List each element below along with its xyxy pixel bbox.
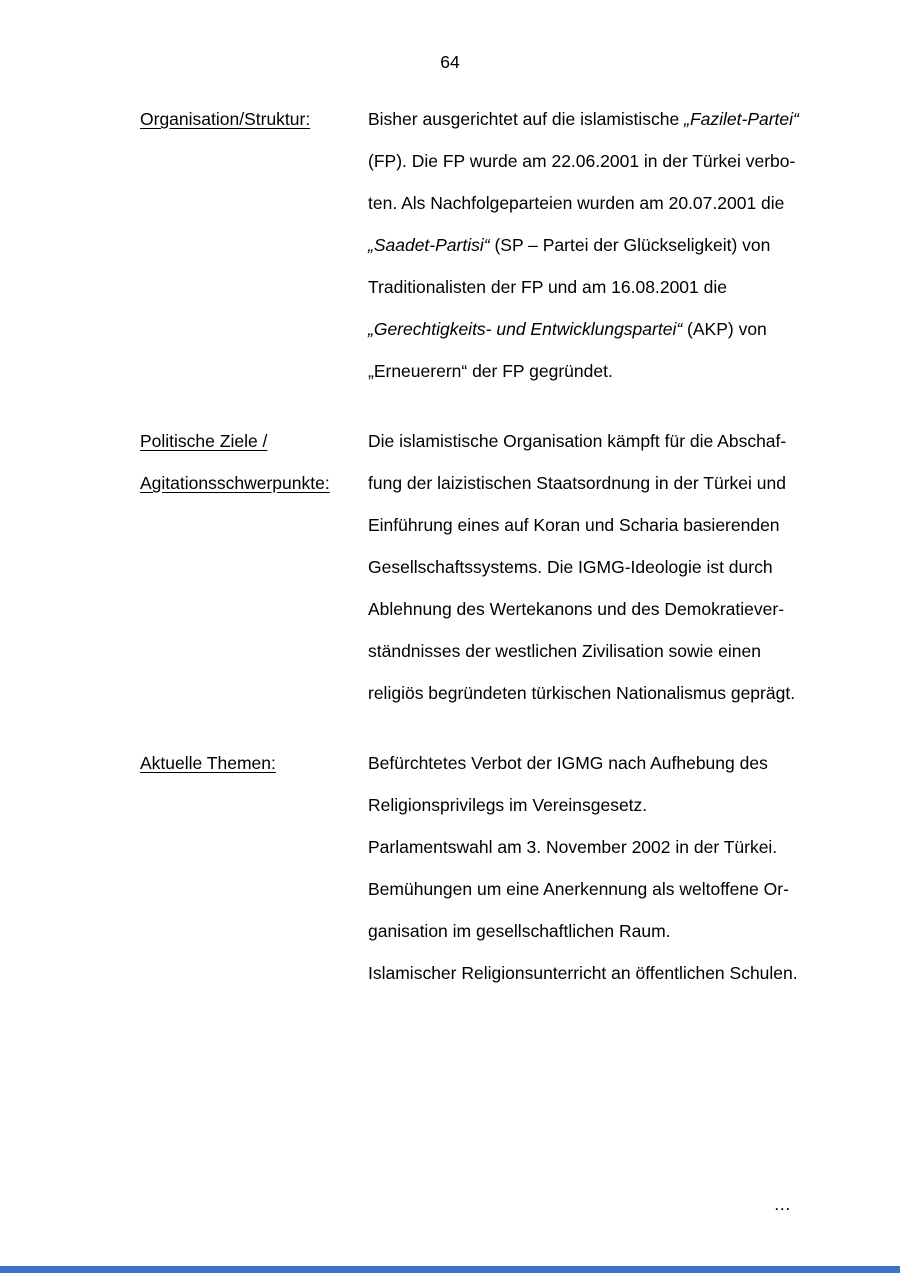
body-line: Religionsprivilegs im Vereinsgesetz. (368, 795, 648, 815)
body-line: (FP). Die FP wurde am 22.06.2001 in der Türkei verbo- (368, 151, 796, 171)
section-body (368, 420, 840, 714)
body-line: Islamischer Religionsunterricht an öffentlichen Schulen. (368, 963, 798, 983)
body-line: ten. Als Nachfolgeparteien wurden am 20.07.2001 die (368, 193, 785, 213)
section-label (140, 742, 368, 994)
body-line: Bisher ausgerichtet auf die islamistische „Fazilet-Partei“ (368, 109, 799, 129)
body-line: Traditionalisten der FP und am 16.08.2001 die (368, 277, 727, 297)
section-2 (140, 742, 840, 994)
section-label (140, 98, 368, 392)
section-label (140, 420, 368, 714)
body-line: Einführung eines auf Koran und Scharia basierenden (368, 515, 780, 535)
label-line: Agitationsschwerpunkte: (140, 473, 330, 493)
body-line: „Gerechtigkeits- und Entwicklungspartei“ (AKP) von (368, 319, 767, 339)
body-line: Gesellschaftssystems. Die IGMG-Ideologie ist durch (368, 557, 773, 577)
body-line: Befürchtetes Verbot der IGMG nach Aufhebung des (368, 753, 768, 773)
body-line: Ablehnung des Wertekanons und des Demokratiever- (368, 599, 785, 619)
body-line: Die islamistische Organisation kämpft für die Abschaf- (368, 431, 787, 451)
continuation-ellipsis: … (773, 1194, 792, 1214)
body-line: Parlamentswahl am 3. November 2002 in der Türkei. (368, 837, 778, 857)
section-0 (140, 98, 840, 392)
body-line: „Saadet-Partisi“ (SP – Partei der Glückseligkeit) von (368, 235, 771, 255)
section-1 (140, 420, 840, 714)
bottom-bar (0, 1266, 900, 1273)
section-body (368, 98, 840, 392)
label-line: Politische Ziele / (140, 431, 268, 451)
page-number: 64 (440, 52, 460, 72)
body-line: ganisation im gesellschaftlichen Raum. (368, 921, 671, 941)
body-line: religiös begründeten türkischen Nationalismus geprägt. (368, 683, 796, 703)
body-line: fung der laizistischen Staatsordnung in der Türkei und (368, 473, 786, 493)
label-line: Aktuelle Themen: (140, 753, 276, 773)
label-line: Organisation/Struktur: (140, 109, 311, 129)
body-line: ständnisses der westlichen Zivilisation sowie einen (368, 641, 761, 661)
body-line: Bemühungen um eine Anerkennung als weltoffene Or- (368, 879, 789, 899)
body-line: „Erneuerern“ der FP gegründet. (368, 361, 613, 381)
page-content (140, 98, 840, 1022)
section-body (368, 742, 840, 994)
